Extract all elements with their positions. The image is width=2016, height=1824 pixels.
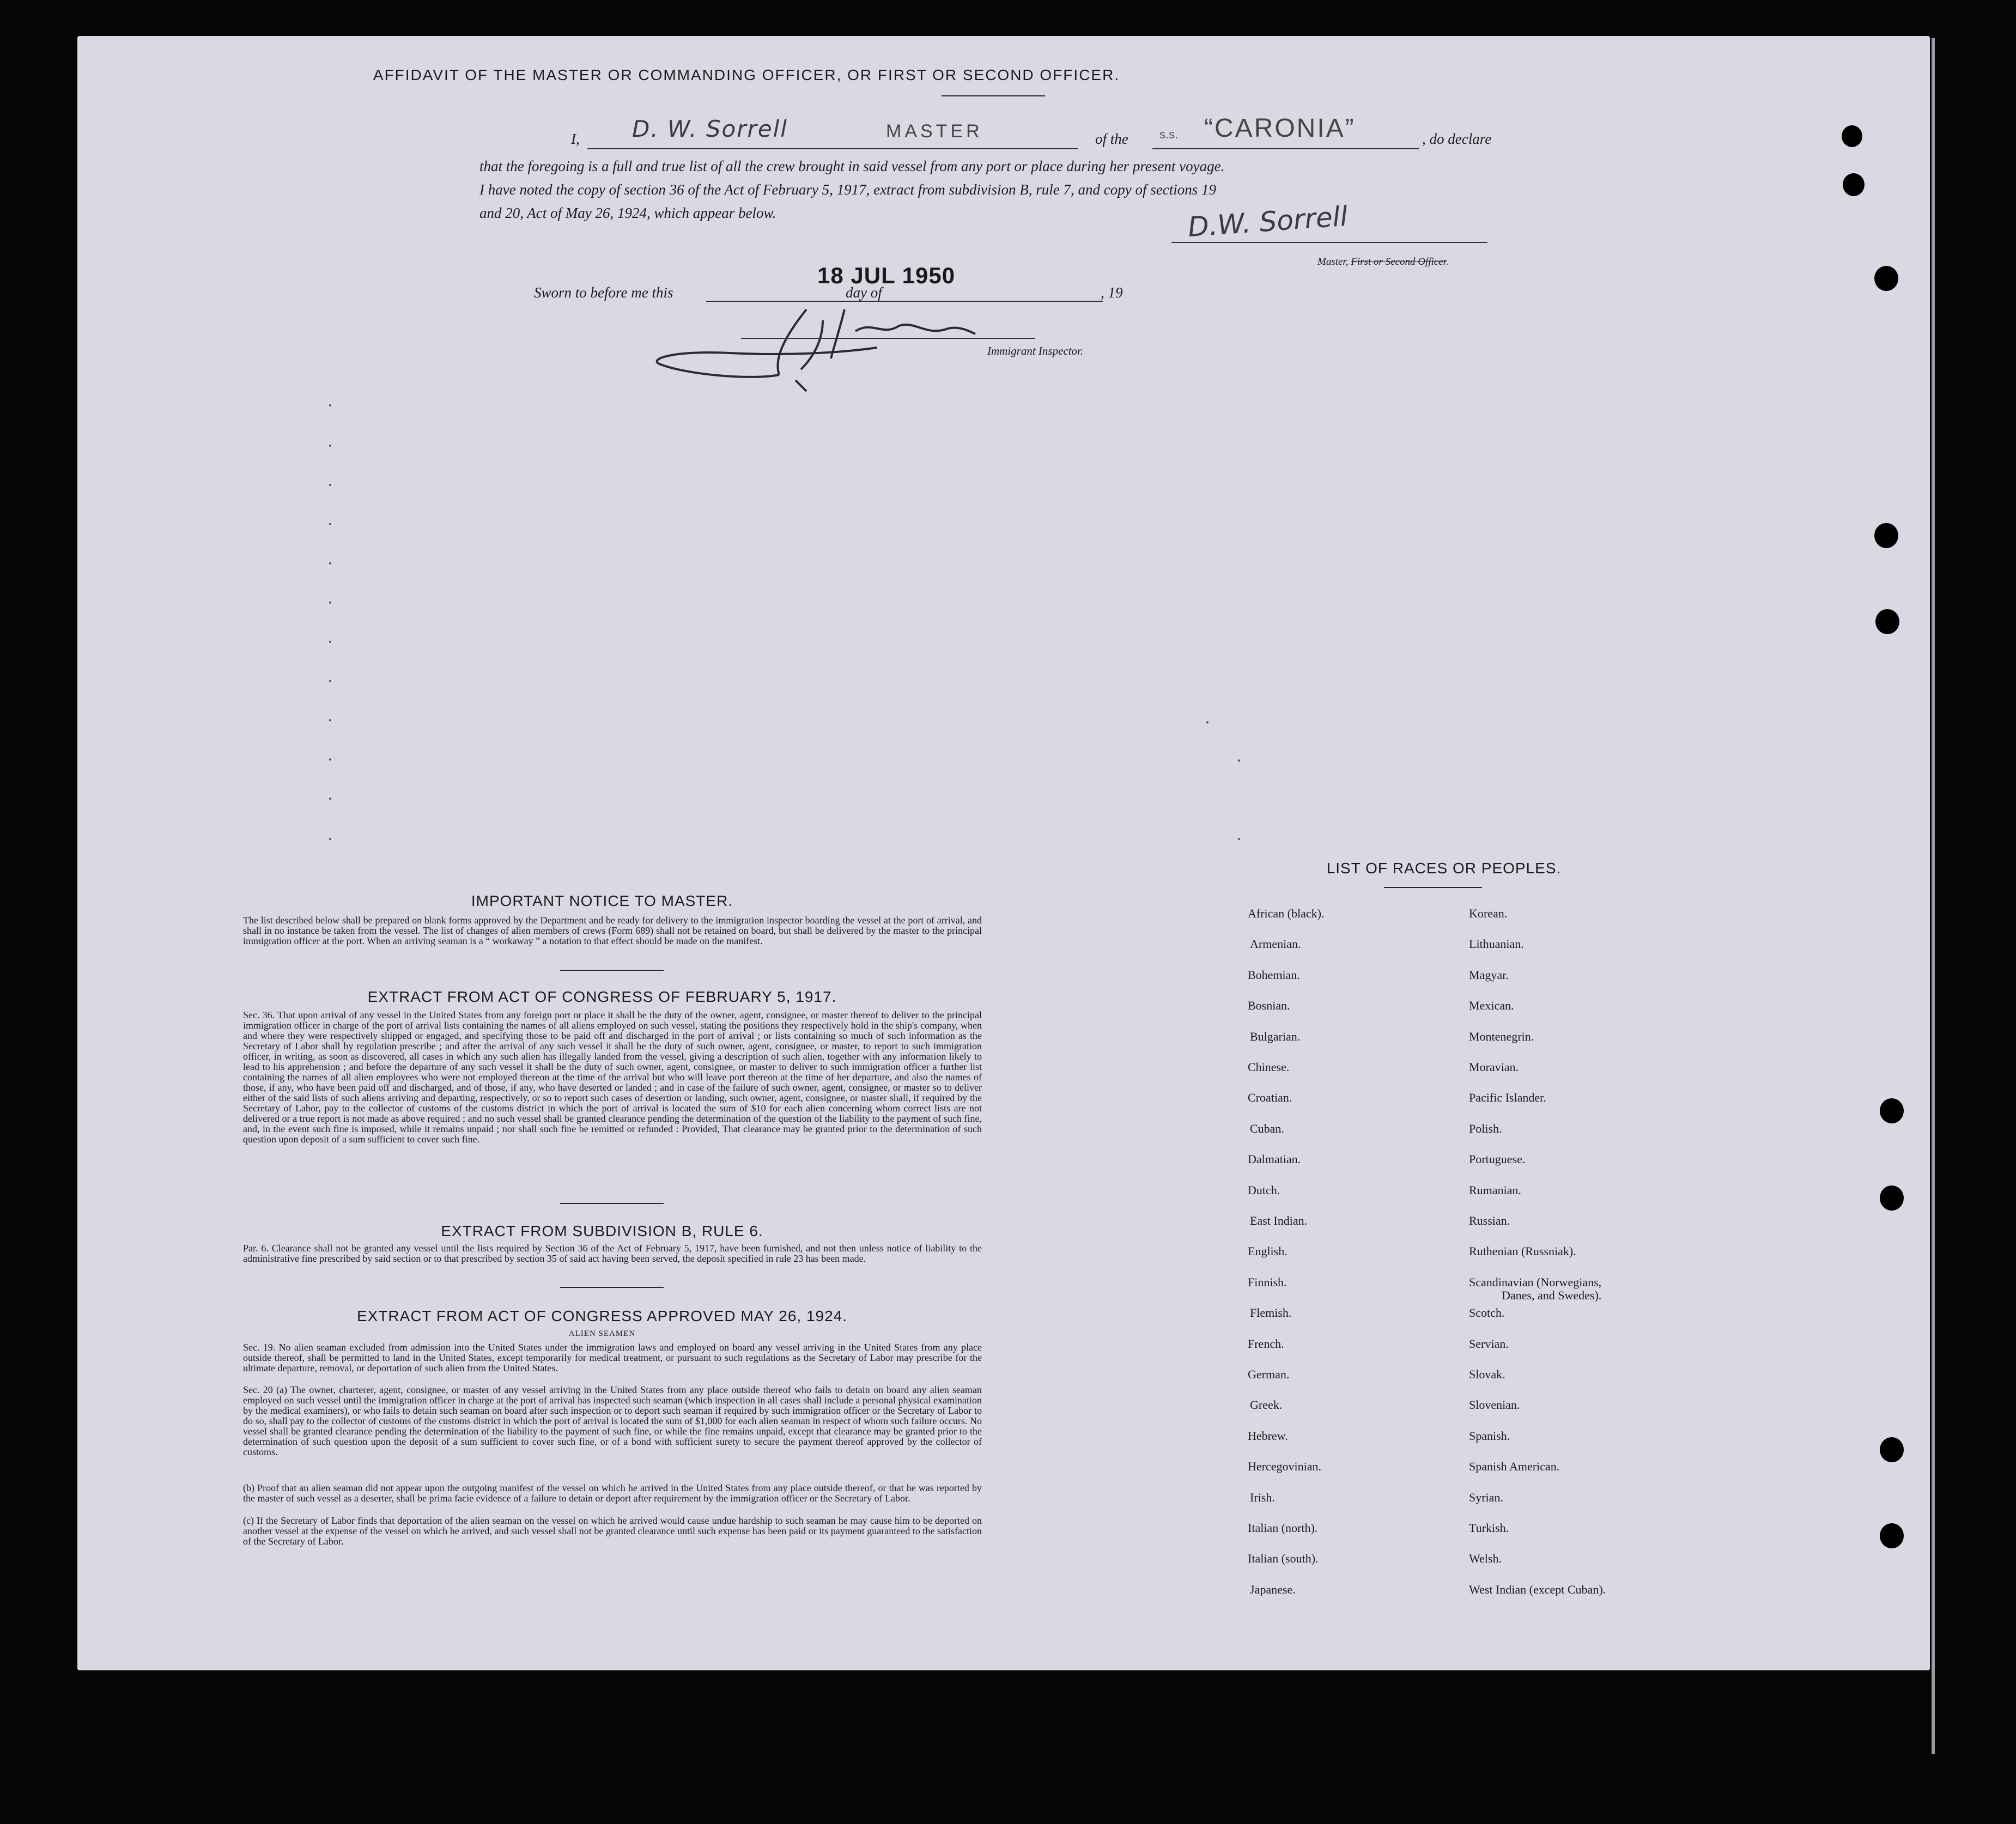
race-item: Bosnian. bbox=[1248, 999, 1290, 1013]
do-declare: , do declare bbox=[1422, 131, 1492, 147]
signature-label bbox=[1317, 256, 1449, 268]
punch-hole bbox=[1880, 1185, 1904, 1211]
race-item: Moravian. bbox=[1469, 1060, 1519, 1074]
race-item: East Indian. bbox=[1250, 1214, 1308, 1227]
punch-hole bbox=[1842, 125, 1862, 147]
column-mark bbox=[1206, 721, 1209, 723]
race-item: Servian. bbox=[1469, 1336, 1509, 1351]
race-item: West Indian (except Cuban). bbox=[1469, 1582, 1606, 1596]
race-item: Dalmatian. bbox=[1248, 1152, 1301, 1166]
race-item: Montenegrin. bbox=[1469, 1029, 1534, 1043]
inspector-signature-scrawl bbox=[643, 299, 1046, 397]
race-item: Italian (south). bbox=[1248, 1552, 1319, 1566]
signature-label-struck: First or Second Officer bbox=[1351, 256, 1446, 267]
race-item: Scotch. bbox=[1469, 1306, 1505, 1320]
race-item: Cuban. bbox=[1250, 1121, 1284, 1135]
race-item: Pacific Islander. bbox=[1469, 1091, 1546, 1105]
extract-1917-body: Sec. 36. That upon arrival of any vessel in the United States from any foreign port or place it shall be the duty of the owner, agent, consignee, or master thereof to deliver to the principal immigration officer in charge of the port of arrival lists containing the names of all aliens employed on such vessel, stating the positions they respectively hold in the ship's company, when and where they were respectively shipped or engaged, and specifying those to be paid off and discharged in the port of arrival ; or lists containing so much of such information as the Secretary of Labor shall by regulation prescribe ; and after the arrival of any such vessel it shall be the duty of such owner, agent, consignee, or master, to report to such immigration officer, in writing, as soon as discovered, all cases in which any such alien has illegally landed from the vessel, giving a description of such alien, together with any information likely to lead to his apprehension ; and before the departure of any such vessel it shall be the duty of such owner, agent, consignee, or master to deliver to such immigration officer a further list containing the names of all alien employees who were not employed thereon at the time of the arrival but who will leave port thereon at the time of her departure, and also the names of those, if any, who have been paid off and discharged, and of those, if any, who have deserted or landed ; and in case of the failure of such owner, agent, consignee, or master so to deliver either of the said lists of such aliens arriving and departing, respectively, or so to report such cases of desertion or landing, such owner, agent, consignee, or master shall, if required by the Secretary of Labor, pay to the collector of customs of the customs district in which the port of arrival is located the sum of $10 for each alien concerning whom correct lists are not delivered or a true report is not made as above required ; and no such vessel shall be granted clearance pending the determination of the question of the liability to the payment of such fine, and, in the event such fine is imposed, while it remains unpaid ; nor shall such fine be remitted or refunded : Provided, That clearance may be granted prior to the determination of such question upon deposit of a sum sufficient to cover such fine. bbox=[243, 1010, 982, 1145]
race-item: Bohemian. bbox=[1248, 968, 1300, 982]
punch-hole bbox=[1880, 1437, 1904, 1462]
race-item: Finnish. bbox=[1248, 1275, 1287, 1289]
race-item: Hercegovinian. bbox=[1248, 1460, 1321, 1474]
rule6-body: Par. 6. Clearance shall not be granted any vessel until the lists required by Section 36 of the Act of February 5, 1917, have been furnished, and not then unless notice of liability to the administrative fine prescribed by said section or to that prescribed by section 35 of said act having been served, the deposit specified in rule 23 has been made. bbox=[243, 1243, 982, 1264]
column-mark bbox=[329, 758, 331, 761]
page-edge bbox=[1932, 38, 1935, 1754]
sec20b-body: (b) Proof that an alien seaman did not appear upon the outgoing manifest of the vessel on which he arrived in the United States from any place outside thereof, or that he was reported by the master of such vessel as a deserter, shall be prima facie evidence of a failure to detain or deport after requirement by the immigration officer or the Secretary of Labor. bbox=[243, 1482, 982, 1504]
column-mark bbox=[1238, 838, 1240, 840]
sworn-label: Sworn to before me this bbox=[534, 284, 673, 301]
column-mark bbox=[329, 523, 331, 525]
sec20c-body: (c) If the Secretary of Labor finds that deportation of the alien seaman on the vessel on which he arrived would cause undue hardship to such seaman he may cause him to be deported on another vessel at the expense of the vessel on which he arrived, and such vessel shall not be granted clearance until such expense has been paid or its payment guaranteed to the satisfaction of the Secretary of Labor. bbox=[243, 1515, 982, 1547]
column-mark bbox=[329, 719, 331, 721]
column-mark bbox=[329, 404, 331, 406]
column-mark bbox=[329, 838, 331, 840]
signature-line bbox=[1171, 241, 1487, 243]
column-mark bbox=[1238, 759, 1240, 762]
race-item: Mexican. bbox=[1469, 999, 1514, 1013]
race-item: Italian (north). bbox=[1248, 1521, 1318, 1535]
sec20a-body: Sec. 20 (a) The owner, charterer, agent, consignee, or master of any vessel arriving in the United States from any place outside thereof who fails to detain on board any alien seaman employed on such vessel until the immigration officer in charge at the port of arrival has inspected such seaman (which inspection in all cases shall include a personal physical examination by the medical examiners), or who fails to detain such seaman on board after such inspection or to deport such seaman if required by such immigration officer or the Secretary of Labor to do so, shall pay to the collector of customs of the customs district in which the port of arrival is located the sum of $1,000 for each alien seaman in respect of whom such failure occurs. No vessel shall be granted clearance pending the determination of the liability to the payment of such fine, or while the fine remains unpaid, except that clearance may be granted prior to the determination of such question upon the deposit of a sum sufficient to cover such fine, or of a bond with sufficient surety to secure the payment thereof approved by the collector of customs. bbox=[243, 1384, 982, 1457]
race-item: Polish. bbox=[1469, 1121, 1502, 1135]
column-mark bbox=[329, 798, 331, 800]
affidavit-i-label: I, bbox=[571, 131, 580, 147]
alien-seamen-subheading: ALIEN SEAMEN bbox=[568, 1329, 636, 1338]
day-of-label: day of bbox=[846, 284, 882, 301]
race-item: Rumanian. bbox=[1469, 1183, 1521, 1197]
race-item: Croatian. bbox=[1248, 1091, 1292, 1105]
race-item: Turkish. bbox=[1469, 1521, 1509, 1535]
race-item: Slovenian. bbox=[1469, 1398, 1520, 1412]
extract-1924-heading: EXTRACT FROM ACT OF CONGRESS APPROVED MAY 26, 1924. bbox=[356, 1308, 848, 1324]
signature-label-end: . bbox=[1446, 256, 1449, 267]
race-item: German. bbox=[1248, 1367, 1290, 1381]
race-item: Hebrew. bbox=[1248, 1428, 1288, 1443]
date-stamp: 18 JUL 1950 bbox=[817, 263, 956, 288]
ss-prefix: s.s. bbox=[1159, 127, 1179, 141]
divider bbox=[560, 1287, 664, 1288]
master-name-handwritten: D. W. Sorrell bbox=[632, 115, 788, 142]
rule6-heading: EXTRACT FROM SUBDIVISION B, RULE 6. bbox=[441, 1223, 763, 1239]
race-item: Russian. bbox=[1469, 1214, 1510, 1227]
race-item: English. bbox=[1248, 1244, 1288, 1258]
race-item: Armenian. bbox=[1250, 937, 1301, 951]
column-mark bbox=[329, 680, 331, 682]
race-item: Ruthenian (Russniak). bbox=[1469, 1244, 1576, 1258]
divider bbox=[560, 1203, 664, 1204]
signature-label-master: Master, bbox=[1317, 256, 1349, 267]
race-item: Slovak. bbox=[1469, 1367, 1505, 1381]
column-mark bbox=[329, 601, 331, 604]
race-item: Spanish. bbox=[1469, 1428, 1510, 1443]
race-item: Syrian. bbox=[1469, 1490, 1503, 1504]
race-item: Portuguese. bbox=[1469, 1152, 1526, 1166]
punch-hole bbox=[1874, 523, 1898, 548]
notice-heading: IMPORTANT NOTICE TO MASTER. bbox=[471, 892, 733, 909]
race-item: Spanish American. bbox=[1469, 1460, 1560, 1474]
inspector-label: Immigrant Inspector. bbox=[987, 344, 1084, 357]
extract-1917-heading: EXTRACT FROM ACT OF CONGRESS OF FEBRUARY 5, 1917. bbox=[367, 988, 837, 1005]
column-mark bbox=[329, 445, 331, 447]
race-item: Lithuanian. bbox=[1469, 937, 1524, 951]
affidavit-line-3: I have noted the copy of section 36 of the Act of February 5, 1917, extract from subdivision B, rule 7, and copy of sections 19 bbox=[479, 181, 1216, 198]
race-item: Japanese. bbox=[1250, 1582, 1296, 1596]
race-item: French. bbox=[1248, 1336, 1284, 1351]
race-item: Korean. bbox=[1469, 907, 1508, 920]
race-item: Scandinavian (Norwegians, bbox=[1469, 1275, 1602, 1289]
column-mark bbox=[329, 484, 331, 486]
race-item: Flemish. bbox=[1250, 1306, 1292, 1320]
column-mark bbox=[329, 641, 331, 643]
inspector-line bbox=[741, 337, 1035, 339]
vessel-name: “CARONIA” bbox=[1204, 114, 1356, 143]
race-item: Greek. bbox=[1250, 1398, 1283, 1412]
affidavit-heading: AFFIDAVIT OF THE MASTER OR COMMANDING OFFICER, OR FIRST OR SECOND OFFICER. bbox=[373, 66, 1120, 83]
punch-hole bbox=[1874, 266, 1898, 291]
column-mark bbox=[329, 562, 331, 564]
affidavit-line-4: and 20, Act of May 26, 1924, which appear below. bbox=[479, 205, 776, 221]
race-item: Dutch. bbox=[1248, 1183, 1280, 1197]
punch-hole bbox=[1875, 609, 1899, 634]
race-item: Welsh. bbox=[1469, 1552, 1502, 1566]
races-heading: LIST OF RACES OR PEOPLES. bbox=[1326, 860, 1562, 877]
punch-hole bbox=[1843, 173, 1865, 196]
divider bbox=[1384, 887, 1482, 888]
inspector-signature bbox=[774, 309, 777, 310]
divider bbox=[560, 970, 664, 971]
punch-hole bbox=[1880, 1098, 1904, 1123]
year-prefix: , 19 bbox=[1101, 284, 1123, 301]
master-signature: D.W. Sorrell bbox=[1187, 200, 1349, 244]
divider bbox=[942, 95, 1045, 96]
race-item: Bulgarian. bbox=[1250, 1029, 1301, 1043]
sec19-body: Sec. 19. No alien seaman excluded from admission into the United States under the immigration laws and employed on board any vessel arriving in the United States from any place outside thereof, shall be permitted to land in the United States, except temporarily for medical treatment, or pursuant to such regulations as the Secretary of Labor may prescribe for the ultimate departure, removal, or deportation of such alien from the United States. bbox=[243, 1342, 982, 1373]
race-item: Irish. bbox=[1250, 1490, 1275, 1504]
race-item: African (black). bbox=[1248, 907, 1325, 920]
rank-typed: MASTER bbox=[886, 121, 983, 142]
punch-hole bbox=[1880, 1523, 1904, 1548]
race-item: Magyar. bbox=[1469, 968, 1509, 982]
affidavit-line-2: that the foregoing is a full and true list of all the crew brought in said vessel from any port or place during her present voyage. bbox=[479, 158, 1225, 174]
notice-body: The list described below shall be prepared on blank forms approved by the Department and be ready for delivery to the immigration inspector boarding the vessel at the port of arrival, and shall in no instance be taken from the vessel. The list of changes of alien members of crews (Form 689) shall not be retained on board, but shall be delivered by the master to the principal immigration officer at the port. When an arriving seaman is a “ workaway ” a notation to that effect should be made on the manifest. bbox=[243, 915, 982, 946]
race-item: Chinese. bbox=[1248, 1060, 1290, 1074]
race-item-continuation: Danes, and Swedes). bbox=[1502, 1288, 1602, 1302]
of-the-label: of the bbox=[1095, 131, 1128, 147]
